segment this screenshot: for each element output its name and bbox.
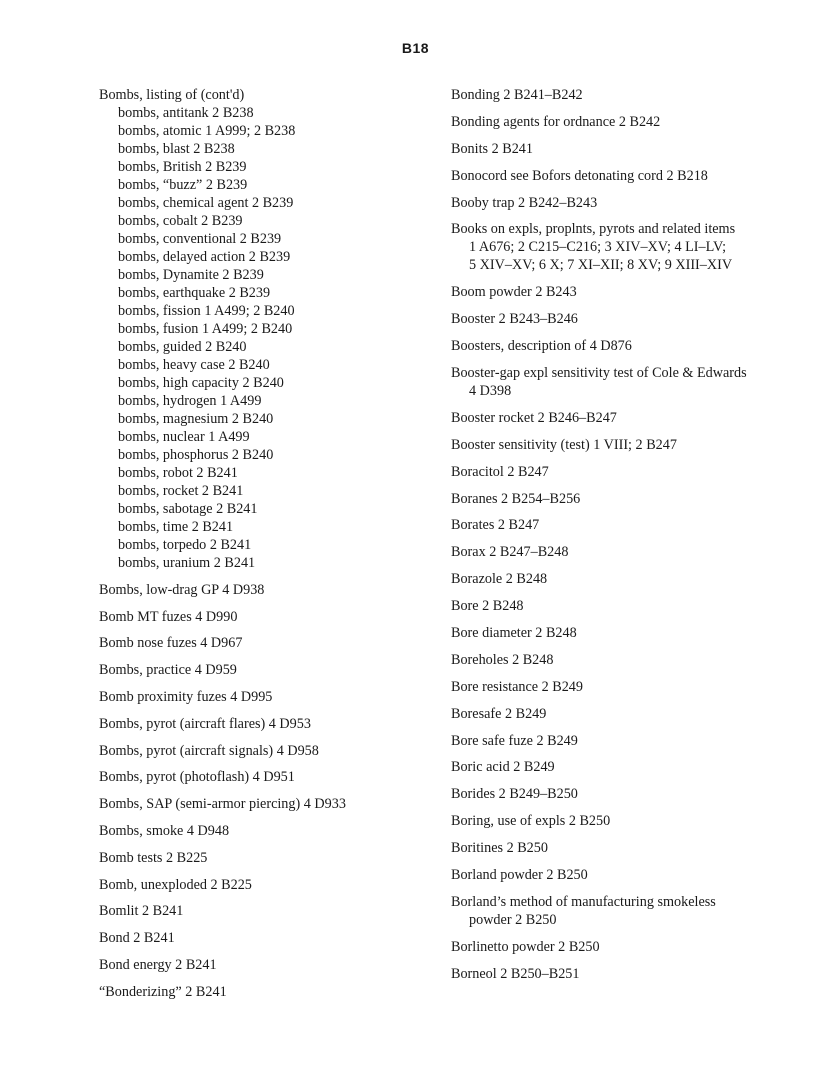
index-entry [451, 732, 791, 750]
index-subentry: bombs, cobalt 2 B239 [118, 213, 243, 229]
index-entry-text: Bore 2 B248 [451, 598, 524, 615]
index-entry [451, 436, 791, 454]
index-subentry: bombs, uranium 2 B241 [118, 555, 256, 571]
index-entry [451, 516, 791, 534]
index-subentry: bombs, Dynamite 2 B239 [118, 267, 264, 283]
index-entry-text: Boreholes 2 B248 [451, 651, 554, 668]
index-subentry: bombs, delayed action 2 B239 [118, 249, 291, 265]
index-entry [451, 651, 791, 669]
index-entry [451, 965, 791, 983]
index-entry [451, 310, 791, 328]
index-entry [451, 785, 791, 803]
index-entry-text: Borneol 2 B250–B251 [451, 965, 580, 982]
index-entry [451, 463, 791, 481]
index-entry: Bomb MT fuzes 4 D990 [99, 608, 238, 625]
index-subentry: bombs, sabotage 2 B241 [118, 501, 258, 517]
index-subentry: bombs, fission 1 A499; 2 B240 [118, 303, 295, 319]
index-entry-text: Borax 2 B247–B248 [451, 544, 569, 561]
index-entry-text: Borland’s method of manufacturing smokeless [451, 893, 716, 910]
index-entry-text: Boritines 2 B250 [451, 840, 548, 857]
index-subentry: bombs, British 2 B239 [118, 159, 247, 175]
index-subentry: bombs, hydrogen 1 A499 [118, 393, 262, 409]
index-entry: Bombs, smoke 4 D948 [99, 822, 230, 839]
index-entry-text: Booster sensitivity (test) 1 VIII; 2 B247 [451, 436, 677, 453]
index-entry [451, 866, 791, 884]
index-subentry: bombs, time 2 B241 [118, 519, 234, 535]
index-entry-continuation: 4 D398 [469, 383, 512, 400]
index-entry-text: Booster 2 B243–B246 [451, 311, 578, 328]
index-column-right [451, 86, 791, 992]
index-entry: Bombs, practice 4 D959 [99, 662, 237, 679]
index-entry: Bond energy 2 B241 [99, 956, 217, 973]
index-entry [451, 337, 791, 355]
index-entry-continuation: 1 A676; 2 C215–C216; 3 XIV–XV; 4 LI–LV; [469, 239, 727, 256]
index-entry [451, 113, 791, 131]
index-entry-text: Boom powder 2 B243 [451, 284, 577, 301]
index-entry: Bombs, low-drag GP 4 D938 [99, 581, 265, 598]
index-entry-text: Borlinetto powder 2 B250 [451, 938, 600, 955]
index-entry [451, 705, 791, 723]
index-entry: Bomb tests 2 B225 [99, 849, 208, 866]
index-subentry: bombs, torpedo 2 B241 [118, 537, 252, 553]
index-entry-text: Booster-gap expl sensitivity test of Cole & Edwards [451, 365, 747, 382]
index-entry-text: Boracitol 2 B247 [451, 463, 549, 480]
index-entry-text: Booster rocket 2 B246–B247 [451, 409, 617, 426]
index-subentry: bombs, antitank 2 B238 [118, 105, 254, 121]
index-entry-text: Bonits 2 B241 [451, 140, 533, 157]
index-entry-text: Borides 2 B249–B250 [451, 786, 578, 803]
index-entry [451, 758, 791, 776]
index-entry: Bond 2 B241 [99, 930, 175, 947]
index-entry [451, 490, 791, 508]
index-column-left [99, 86, 439, 1001]
page-label: B18 [401, 40, 430, 56]
index-entry [451, 86, 791, 104]
index-entry [451, 938, 791, 956]
index-entry: “Bonderizing” 2 B241 [99, 983, 227, 1000]
index-subentry: bombs, blast 2 B238 [118, 141, 235, 157]
index-entry-text: Bore resistance 2 B249 [451, 678, 583, 695]
index-subentry: bombs, fusion 1 A499; 2 B240 [118, 321, 293, 337]
index-entry-text: Boosters, description of 4 D876 [451, 338, 632, 355]
index-subentry: bombs, guided 2 B240 [118, 339, 247, 355]
index-entry: Bombs, pyrot (aircraft flares) 4 D953 [99, 715, 311, 732]
index-entry-text: Boresafe 2 B249 [451, 705, 547, 722]
index-entry [451, 220, 791, 274]
index-entry [451, 409, 791, 427]
index-heading: Bombs, listing of (cont'd) [99, 87, 245, 103]
index-entry-text: Books on expls, proplnts, pyrots and related items [451, 221, 736, 238]
index-entry: Bomb, unexploded 2 B225 [99, 876, 252, 893]
index-entry-text: Borland powder 2 B250 [451, 867, 588, 884]
index-subentry: bombs, earthquake 2 B239 [118, 285, 271, 301]
index-entry [451, 570, 791, 588]
index-subentry: bombs, conventional 2 B239 [118, 231, 282, 247]
index-entry-text: Booby trap 2 B242–B243 [451, 194, 598, 211]
index-entry-text: Bore diameter 2 B248 [451, 625, 577, 642]
index-entry [451, 893, 791, 929]
index-entry-text: Bonocord see Bofors detonating cord 2 B218 [451, 167, 708, 184]
index-entry-continuation: 5 XIV–XV; 6 X; 7 XI–XII; 8 XV; 9 XIII–XIV [469, 257, 733, 274]
index-entry [451, 597, 791, 615]
index-entry-text: Boring, use of expls 2 B250 [451, 813, 611, 830]
index-subentry: bombs, high capacity 2 B240 [118, 375, 284, 391]
index-entry: Bombs, SAP (semi-armor piercing) 4 D933 [99, 796, 346, 813]
index-entry-text: Boranes 2 B254–B256 [451, 490, 581, 507]
index-entry-text: Borates 2 B247 [451, 517, 540, 534]
index-subentry: bombs, magnesium 2 B240 [118, 411, 274, 427]
index-entry [451, 624, 791, 642]
index-entry [451, 543, 791, 561]
index-subentry: bombs, robot 2 B241 [118, 465, 238, 481]
index-entry [451, 194, 791, 212]
index-subentry: bombs, atomic 1 A999; 2 B238 [118, 123, 296, 139]
index-entry-text: Bonding agents for ordnance 2 B242 [451, 113, 661, 130]
index-entry: Bombs, pyrot (photoflash) 4 D951 [99, 769, 295, 786]
index-entry [451, 839, 791, 857]
index-entry: Bomb proximity fuzes 4 D995 [99, 688, 273, 705]
index-subentry: bombs, phosphorus 2 B240 [118, 447, 274, 463]
index-entry [451, 167, 791, 185]
index-entry [451, 678, 791, 696]
index-entry [451, 283, 791, 301]
index-entry [451, 364, 791, 400]
index-entry-text: Borazole 2 B248 [451, 571, 548, 588]
index-entry-text: Boric acid 2 B249 [451, 759, 555, 776]
index-entry: Bomb nose fuzes 4 D967 [99, 635, 243, 652]
index-entry-text: Bonding 2 B241–B242 [451, 87, 583, 103]
index-entry-text: Bore safe fuze 2 B249 [451, 732, 578, 749]
index-subentry: bombs, chemical agent 2 B239 [118, 195, 294, 211]
index-entry: Bombs, pyrot (aircraft signals) 4 D958 [99, 742, 319, 759]
index-entry: Bomlit 2 B241 [99, 903, 184, 920]
index-subentry: bombs, “buzz” 2 B239 [118, 177, 248, 193]
index-subentry: bombs, heavy case 2 B240 [118, 357, 270, 373]
index-subentry: bombs, rocket 2 B241 [118, 483, 244, 499]
index-entry [451, 812, 791, 830]
index-entry-continuation: powder 2 B250 [469, 911, 557, 928]
index-entry [451, 140, 791, 158]
index-subentry: bombs, nuclear 1 A499 [118, 429, 250, 445]
